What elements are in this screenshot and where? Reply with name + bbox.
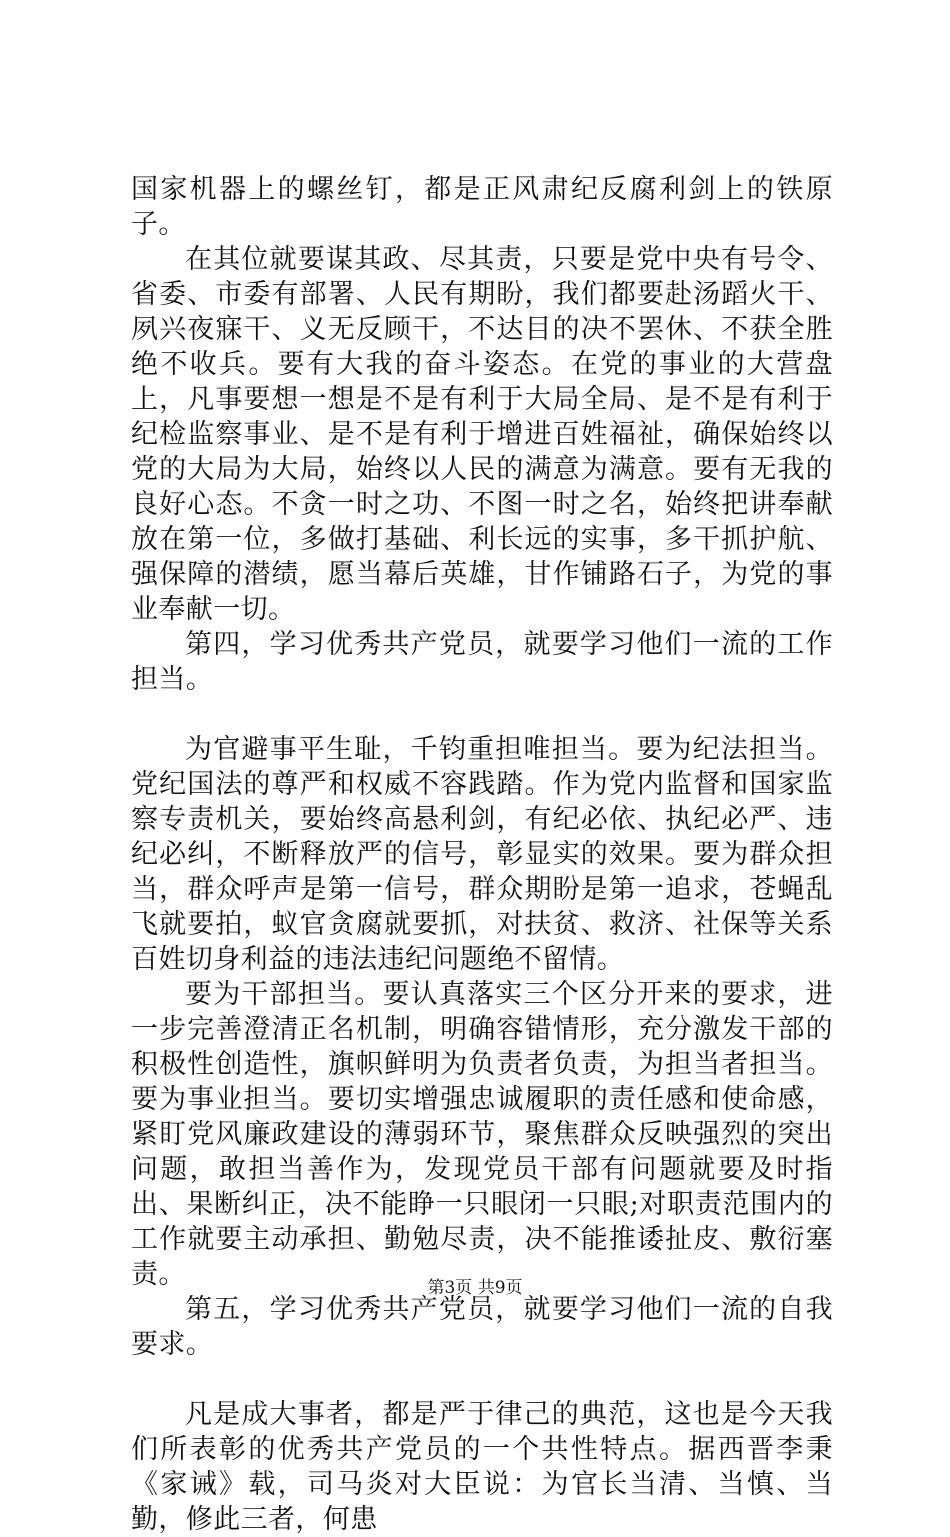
paragraph: 在其位就要谋其政、尽其责，只要是党中央有号令、省委、市委有部署、人民有期盼，我们都要赴汤蹈火干、夙兴夜寐干、义无反顾干，不达目的决不罢休、不获全胜绝不收兵。要有大我的奋斗姿态。在党的事业的大营盘上，凡事要想一想是不是有利于大局全局、是不是有利于纪检监察事业、是不是有利于增进百姓福祉，确保始终以党的大局为大局，始终以人民的满意为满意。要有无我的良好心态。不贪一时之功、不图一时之名，始终把讲奉献放在第一位，多做打基础、利长远的实事，多干抓护航、强保障的潜绩，愿当幕后英雄，甘作铺路石子，为党的事业奉献一切。 bbox=[131, 244, 833, 625]
page-number-footer: 第3页 共9页 bbox=[427, 1278, 523, 1298]
paragraph: 为官避事平生耻，千钧重担唯担当。要为纪法担当。党纪国法的尊严和权威不容践踏。作为党内监督和国家监察专责机关，要始终高悬利剑，有纪必依、执纪必严、违纪必纠，不断释放严的信号，彰显实的效果。要为群众担当，群众呼声是第一信号，群众期盼是第一追求，苍蝇乱飞就要拍，蚁官贪腐就要抓，对扶贫、救济、社保等关系百姓切身利益的违法违纪问题绝不留情。 bbox=[131, 734, 833, 975]
paragraph: 要为干部担当。要认真落实三个区分开来的要求，进一步完善澄清正名机制，明确容错情形，充分激发干部的积极性创造性，旗帜鲜明为负责者负责，为担当者担当。要为事业担当。要切实增强忠诚履职的责任感和使命感，紧盯党风廉政建设的薄弱环节，聚焦群众反映强烈的突出问题，敢担当善作为，发现党员干部有问题就要及时指出、果断纠正，决不能睁一只眼闭一只眼;对职责范围内的工作就要主动承担、勤勉尽责，决不能推诿扯皮、敷衍塞责。 bbox=[131, 979, 833, 1290]
document-body bbox=[131, 172, 833, 1537]
section-heading-fifth: 第五，学习优秀共产党员，就要学习他们一流的自我要求。 bbox=[131, 1294, 833, 1360]
paragraph: 凡是成大事者，都是严于律己的典范，这也是今天我们所表彰的优秀共产党员的一个共性特点。据西晋李秉《家诫》载，司马炎对大臣说：为官长当清、当慎、当勤，修此三者，何患 bbox=[131, 1399, 833, 1535]
paragraph-continuation: 国家机器上的螺丝钉，都是正风肃纪反腐利剑上的铁原子。 bbox=[131, 174, 833, 240]
section-heading-fourth: 第四，学习优秀共产党员，就要学习他们一流的工作担当。 bbox=[131, 629, 833, 695]
